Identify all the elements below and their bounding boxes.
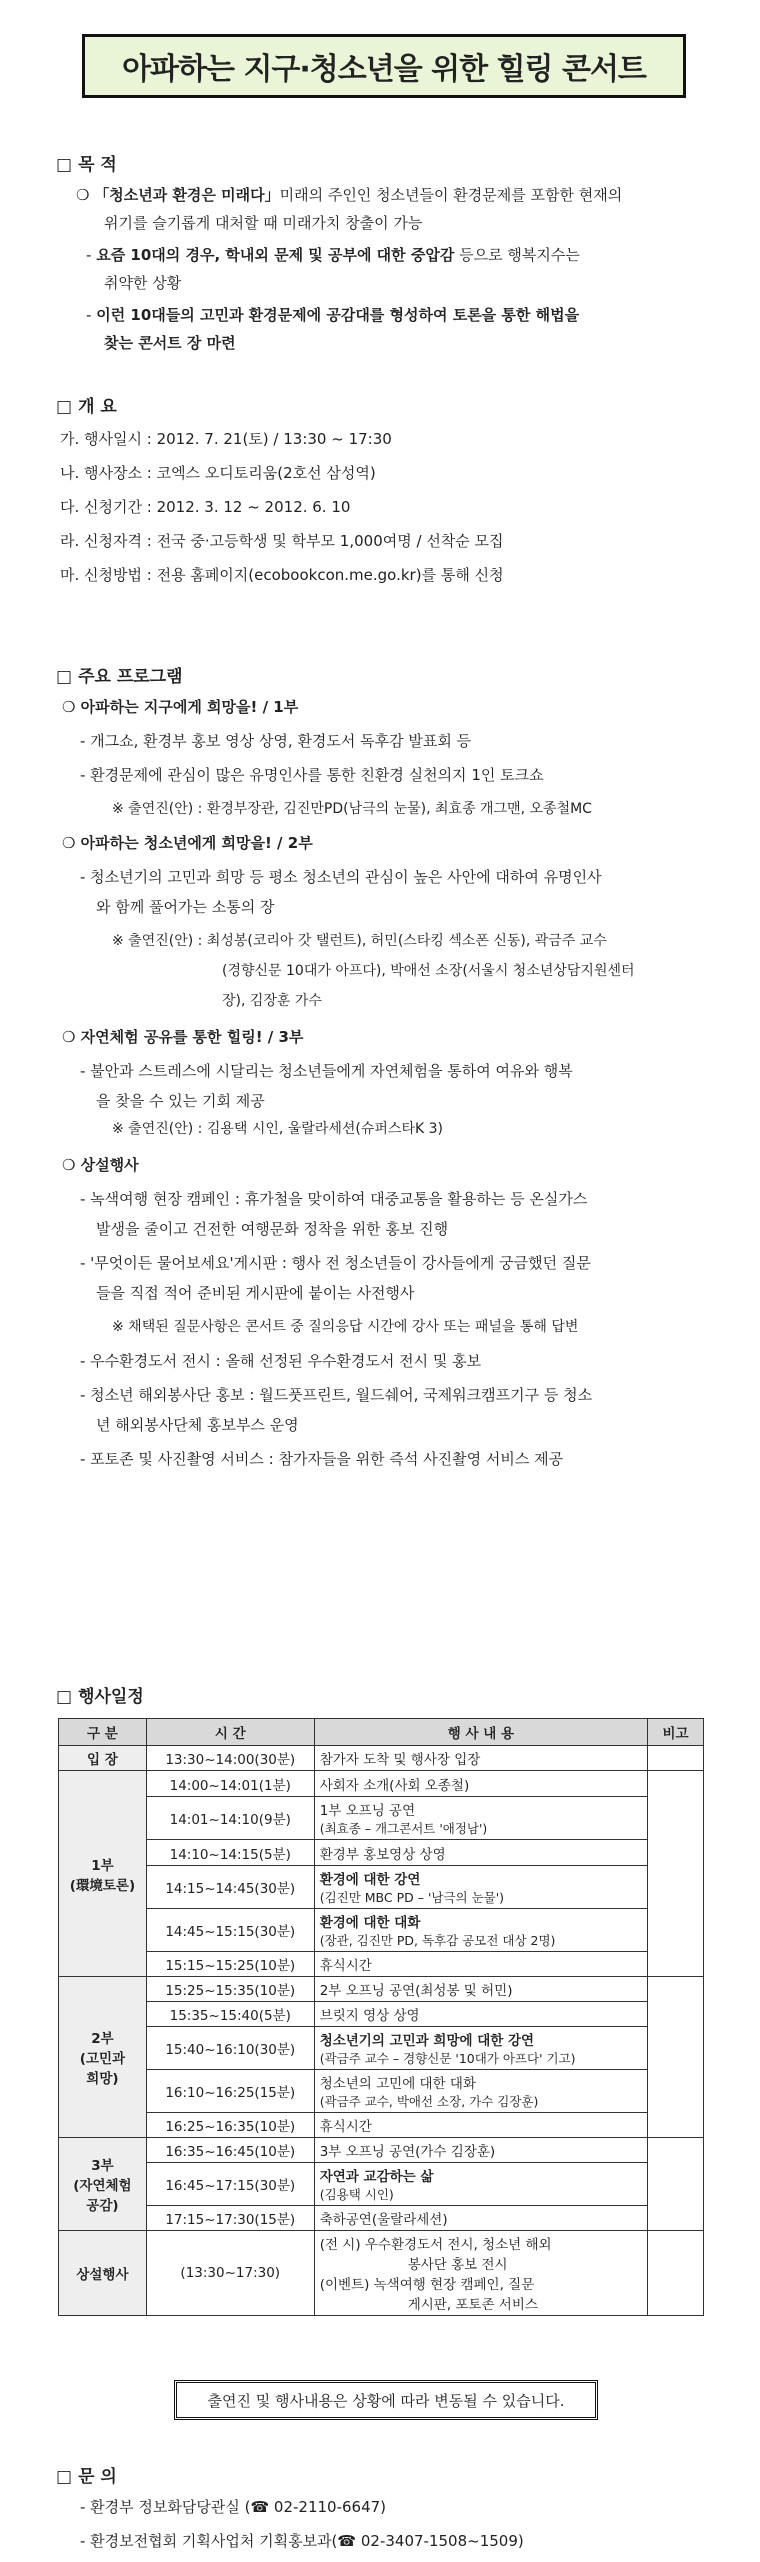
program-note: ※ 출연진(안) : 김용택 시인, 울랄라세션(슈퍼스타K 3) bbox=[112, 1121, 443, 1137]
program-line: - 개그쇼, 환경부 홍보 영상 상영, 환경도서 독후감 발표회 등 bbox=[80, 732, 472, 750]
content-cell: 축하공연(울랄라세션) bbox=[314, 2206, 647, 2231]
content-cell: (전 시) 우수환경도서 전시, 청소년 해외 봉사단 홍보 전시 (이벤트) 녹색여행 현장 캠페인, 질문 게시판, 포토존 서비스 bbox=[314, 2231, 647, 2316]
row-label: 상설행사 bbox=[59, 2231, 147, 2316]
section-contact: □ 문 의 bbox=[56, 2467, 117, 2487]
table-row bbox=[59, 2163, 704, 2206]
purpose-item-1: ❍ 「청소년과 환경은 미래다」미래의 주인인 청소년들이 환경문제를 포함한 현재의 bbox=[76, 186, 623, 204]
program-part1-title: ❍ 아파하는 지구에게 희망을! / 1부 bbox=[62, 698, 299, 716]
time-cell: 16:25~16:35(10분) bbox=[146, 2113, 314, 2138]
purpose-item-3-cont: 찾는 콘서트 장 마련 bbox=[104, 334, 236, 352]
purpose-item-2-cont: 취약한 상황 bbox=[104, 274, 182, 292]
table-row bbox=[59, 1866, 704, 1909]
row-label: 입 장 bbox=[59, 1746, 147, 1771]
row-label: 1부 (環境토론) bbox=[59, 1771, 147, 1977]
remark-cell bbox=[648, 1771, 704, 1977]
program-part3-title: ❍ 자연체험 공유를 통한 힐링! / 3부 bbox=[62, 1028, 304, 1046]
column-header: 구 분 bbox=[59, 1719, 147, 1746]
program-note: ※ 채택된 질문사항은 콘서트 중 질의응답 시간에 강사 또는 패널을 통해 답변 bbox=[112, 1319, 579, 1335]
time-cell: 15:15~15:25(10분) bbox=[146, 1952, 314, 1977]
square-bullet-icon: □ bbox=[56, 397, 73, 417]
contact-line: - 환경보전협회 기획사업처 기획홍보과(☎ 02-3407-1508~1509) bbox=[80, 2532, 524, 2550]
time-cell: 14:45~15:15(30분) bbox=[146, 1909, 314, 1952]
program-line: 을 찾을 수 있는 기회 제공 bbox=[96, 1092, 265, 1110]
program-line: 들을 직접 적어 준비된 게시판에 붙이는 사전행사 bbox=[96, 1284, 415, 1302]
remark-cell bbox=[648, 2138, 704, 2231]
program-line: - 환경문제에 관심이 많은 유명인사를 통한 친환경 실천의지 1인 토크쇼 bbox=[80, 766, 544, 784]
page-title: 아파하는 지구·청소년을 위한 힐링 콘서트 bbox=[82, 34, 686, 98]
time-cell: 17:15~17:30(15분) bbox=[146, 2206, 314, 2231]
schedule-table bbox=[58, 1718, 704, 2316]
program-line: - 청소년 해외봉사단 홍보 : 월드풋프린트, 월드쉐어, 국제워크캠프기구 등 청소 bbox=[80, 1386, 593, 1404]
program-line: - 우수환경도서 전시 : 올해 선정된 우수환경도서 전시 및 홍보 bbox=[80, 1352, 482, 1370]
table-row bbox=[59, 1840, 704, 1866]
table-row bbox=[59, 1771, 704, 1797]
purpose-item-1-cont: 위기를 슬기롭게 대처할 때 미래가치 창출이 가능 bbox=[104, 214, 423, 232]
time-cell: 16:45~17:15(30분) bbox=[146, 2163, 314, 2206]
purpose-item-2: - 요즘 10대의 경우, 학내외 문제 및 공부에 대한 중압감 등으로 행복지수는 bbox=[86, 246, 580, 264]
table-row bbox=[59, 1746, 704, 1771]
purpose-item-3: - 이런 10대들의 고민과 환경문제에 공감대를 형성하여 토론을 통한 해법을 bbox=[86, 306, 580, 324]
time-cell: 16:10~16:25(15분) bbox=[146, 2070, 314, 2113]
square-bullet-icon: □ bbox=[56, 2467, 73, 2487]
overview-item: 다. 신청기간 : 2012. 3. 12 ~ 2012. 6. 10 bbox=[60, 498, 351, 516]
overview-item: 라. 신청자격 : 전국 중·고등학생 및 학부모 1,000여명 / 선착순 모집 bbox=[60, 532, 504, 550]
content-cell: 사회자 소개(사회 오종철) bbox=[314, 1771, 647, 1797]
content-cell: 휴식시간 bbox=[314, 2113, 647, 2138]
time-cell: 14:01~14:10(9분) bbox=[146, 1797, 314, 1840]
content-cell: 브릿지 영상 상영 bbox=[314, 2002, 647, 2027]
content-cell: 3부 오프닝 공연(가수 김장훈) bbox=[314, 2138, 647, 2163]
time-cell: 14:00~14:01(1분) bbox=[146, 1771, 314, 1797]
program-note: (경향신문 10대가 아프다), 박애선 소장(서울시 청소년상담지원센터 bbox=[222, 963, 635, 979]
table-row bbox=[59, 2027, 704, 2070]
overview-item: 마. 신청방법 : 전용 홈페이지(ecobookcon.me.go.kr)를 통해 신청 bbox=[60, 566, 504, 584]
time-cell: 14:10~14:15(5분) bbox=[146, 1840, 314, 1866]
time-cell: 16:35~16:45(10분) bbox=[146, 2138, 314, 2163]
remark-cell bbox=[648, 1746, 704, 1771]
program-line: - 포토존 및 사진촬영 서비스 : 참가자들을 위한 즉석 사진촬영 서비스 제공 bbox=[80, 1450, 564, 1468]
table-row bbox=[59, 2206, 704, 2231]
column-header: 시 간 bbox=[146, 1719, 314, 1746]
contact-line: - 환경부 정보화담당관실 (☎ 02-2110-6647) bbox=[80, 2498, 387, 2516]
program-line: - '무엇이든 물어보세요'게시판 : 행사 전 청소년들이 강사들에게 궁금했던 질문 bbox=[80, 1254, 591, 1272]
table-row bbox=[59, 2231, 704, 2316]
section-schedule: □ 행사일정 bbox=[56, 1687, 144, 1707]
content-cell: 자연과 교감하는 삶 (김용택 시인) bbox=[314, 2163, 647, 2206]
content-cell: 청소년기의 고민과 희망에 대한 강연 (곽금주 교수 – 경향신문 '10대가 아프다' 기고) bbox=[314, 2027, 647, 2070]
program-line: 발생을 줄이고 건전한 여행문화 정착을 위한 홍보 진행 bbox=[96, 1220, 449, 1238]
table-header-row bbox=[59, 1719, 704, 1746]
content-cell: 환경부 홍보영상 상영 bbox=[314, 1840, 647, 1866]
time-cell: 14:15~14:45(30분) bbox=[146, 1866, 314, 1909]
section-purpose: □ 목 적 bbox=[56, 155, 117, 175]
table-row bbox=[59, 1909, 704, 1952]
section-program: □ 주요 프로그램 bbox=[56, 667, 183, 687]
content-cell: 참가자 도착 및 행사장 입장 bbox=[314, 1746, 647, 1771]
program-line: 년 해외봉사단체 홍보부스 운영 bbox=[96, 1416, 299, 1434]
table-row bbox=[59, 1952, 704, 1977]
content-cell: 환경에 대한 강연 (김진만 MBC PD – '남극의 눈물') bbox=[314, 1866, 647, 1909]
column-header: 행 사 내 용 bbox=[314, 1719, 647, 1746]
square-bullet-icon: □ bbox=[56, 667, 73, 687]
time-cell: 15:40~16:10(30분) bbox=[146, 2027, 314, 2070]
program-note: ※ 출연진(안) : 환경부장관, 김진만PD(남극의 눈물), 최효종 개그맨, 오종철MC bbox=[112, 801, 592, 817]
table-row bbox=[59, 1797, 704, 1840]
notice-box: 출연진 및 행사내용은 상황에 따라 변동될 수 있습니다. bbox=[174, 2380, 598, 2420]
section-overview: □ 개 요 bbox=[56, 397, 117, 417]
program-line: 와 함께 풀어가는 소통의 장 bbox=[96, 898, 275, 916]
table-row bbox=[59, 2070, 704, 2113]
remark-cell bbox=[648, 2231, 704, 2316]
column-header: 비고 bbox=[648, 1719, 704, 1746]
overview-item: 나. 행사장소 : 코엑스 오디토리움(2호선 삼성역) bbox=[60, 464, 376, 482]
table-row bbox=[59, 2138, 704, 2163]
content-cell: 청소년의 고민에 대한 대화 (곽금주 교수, 박애선 소장, 가수 김장훈) bbox=[314, 2070, 647, 2113]
program-part2-title: ❍ 아파하는 청소년에게 희망을! / 2부 bbox=[62, 834, 313, 852]
content-cell: 휴식시간 bbox=[314, 1952, 647, 1977]
program-note: ※ 출연진(안) : 최성봉(코리아 갓 탤런트), 허민(스타킹 섹소폰 신동), 곽금주 교수 bbox=[112, 933, 607, 949]
overview-item: 가. 행사일시 : 2012. 7. 21(토) / 13:30 ~ 17:30 bbox=[60, 430, 392, 448]
square-bullet-icon: □ bbox=[56, 155, 73, 175]
program-line: - 녹색여행 현장 캠페인 : 휴가철을 맞이하여 대중교통을 활용하는 등 온실가스 bbox=[80, 1190, 588, 1208]
content-cell: 1부 오프닝 공연 (최효종 – 개그콘서트 '애정남') bbox=[314, 1797, 647, 1840]
table-row bbox=[59, 1977, 704, 2002]
time-cell: 15:35~15:40(5분) bbox=[146, 2002, 314, 2027]
time-cell: (13:30~17:30) bbox=[146, 2231, 314, 2316]
table-row bbox=[59, 2002, 704, 2027]
remark-cell bbox=[648, 1977, 704, 2138]
program-note: 장), 김장훈 가수 bbox=[222, 993, 322, 1009]
table-row bbox=[59, 2113, 704, 2138]
square-bullet-icon: □ bbox=[56, 1687, 73, 1707]
content-cell: 2부 오프닝 공연(최성봉 및 허민) bbox=[314, 1977, 647, 2002]
time-cell: 15:25~15:35(10분) bbox=[146, 1977, 314, 2002]
program-line: - 불안과 스트레스에 시달리는 청소년들에게 자연체험을 통하여 여유와 행복 bbox=[80, 1062, 573, 1080]
program-line: - 청소년기의 고민과 희망 등 평소 청소년의 관심이 높은 사안에 대하여 유명인사 bbox=[80, 868, 602, 886]
program-part4-title: ❍ 상설행사 bbox=[62, 1156, 139, 1174]
row-label: 2부 (고민과 희망) bbox=[59, 1977, 147, 2138]
time-cell: 13:30~14:00(30분) bbox=[146, 1746, 314, 1771]
row-label: 3부 (자연체험 공감) bbox=[59, 2138, 147, 2231]
content-cell: 환경에 대한 대화 (장관, 김진만 PD, 독후감 공모전 대상 2명) bbox=[314, 1909, 647, 1952]
